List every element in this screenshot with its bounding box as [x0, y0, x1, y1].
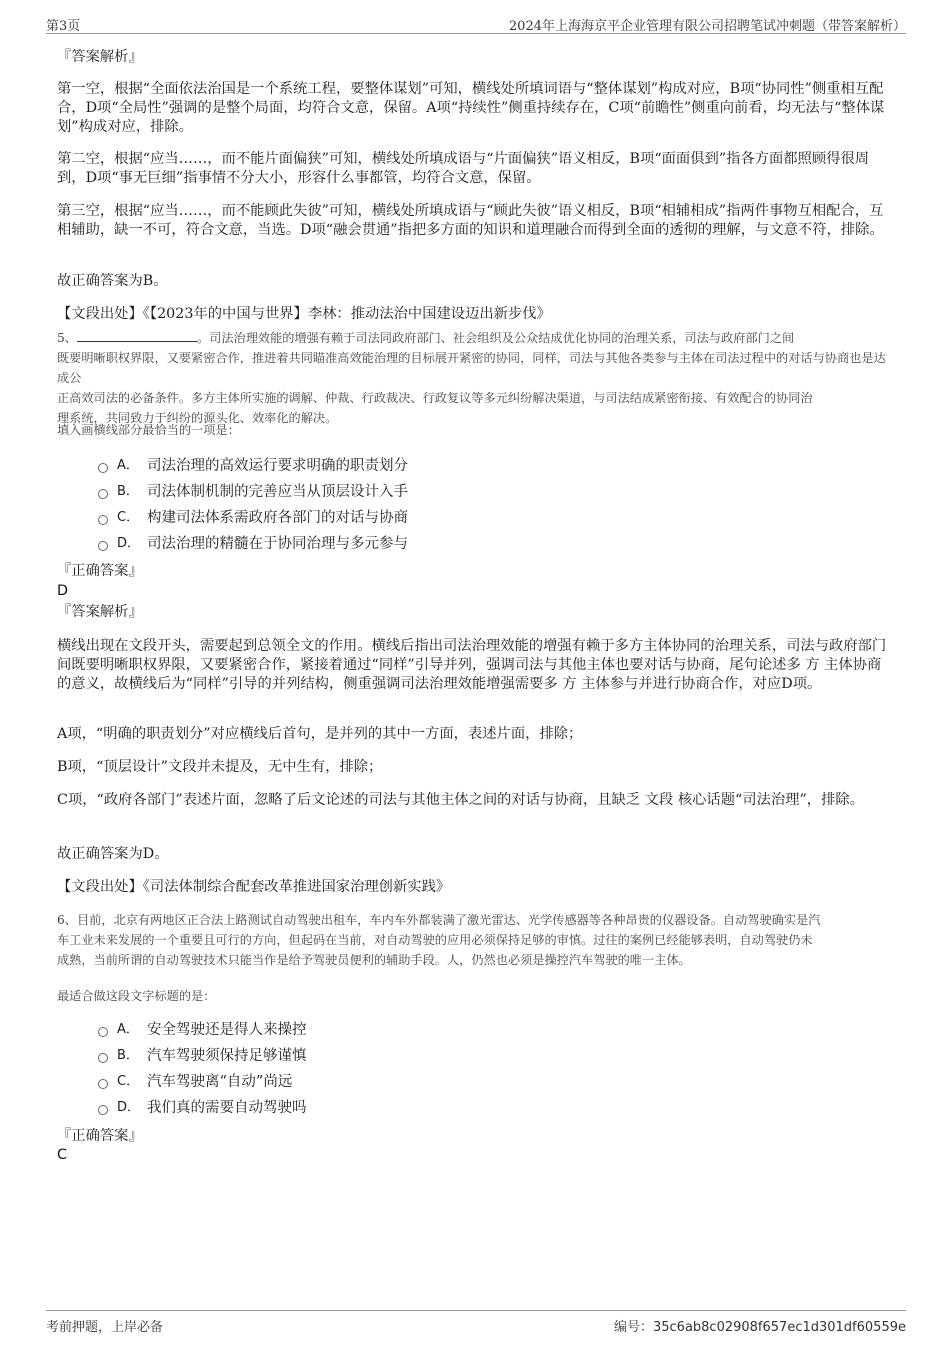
correct-answer-label: 『正确答案』 — [57, 563, 143, 579]
radio-icon[interactable] — [98, 515, 108, 525]
analysis-conclusion: 故正确答案为B。 — [57, 273, 168, 289]
analysis-paragraph-1: 横线出现在文段开头，需要起到总领全文的作用。横线后指出司法治理效能的增强有赖于多方主体协同的治理关系，司法与政府部门间既要明晰职权界限，又要紧密合作，紧接着通过“同样”引导并列，强调司法与其他主体也要对话与协商，尾句论述多 方 主体协商的意义，故横线后为“同样”引导的并列结构，侧重强调司法治理效能增强需要多 方 主体参与并进行协商合作，对应D项。 — [57, 638, 887, 692]
stem-line-2: 车工业未来发展的一个重要且可行的方向，但起码在当前，对自动驾驶的应用必须保持足够的审慎。过往的案例已经能够表明，自动驾驶仍未 — [57, 933, 813, 947]
option-text: 司法治理的高效运行要求明确的职责划分 — [147, 458, 408, 474]
analysis-label: 『答案解析』 — [57, 604, 143, 620]
option-d[interactable]: D． 司法治理的精髓在于协同治理与多元参与 — [98, 534, 408, 554]
document-title: 2024年上海海京平企业管理有限公司招聘笔试冲刺题（带答案解析） — [508, 19, 906, 34]
radio-icon[interactable] — [98, 489, 108, 499]
stem-line-3: 正高效司法的必备条件。多方主体所实施的调解、仲裁、行政裁决、行政复议等多元纠纷解决渠道，与司法结成紧密衔接、有效配合的协同治 — [57, 391, 813, 405]
correct-answer: D — [57, 583, 69, 599]
page-footer — [46, 1310, 906, 1334]
radio-icon[interactable] — [98, 1105, 108, 1115]
analysis-paragraph-2: A项，“明确的职责划分”对应横线后首句，是并列的其中一方面，表述片面，排除； — [57, 726, 583, 742]
question-5-prompt: 填入画横线部分最恰当的一项是： — [57, 423, 240, 437]
correct-answer: C — [57, 1147, 67, 1163]
question-number: 5、 — [57, 331, 77, 345]
source-citation: 【文段出处】《【2023年的中国与世界】李林：推动法治中国建设迈出新步伐》 — [57, 306, 551, 322]
radio-icon[interactable] — [98, 1079, 108, 1089]
analysis-paragraph-3: B项，“顶层设计”文段并未提及，无中生有，排除； — [57, 759, 383, 775]
correct-answer-label: 『正确答案』 — [57, 1128, 143, 1144]
option-text: 汽车驾驶须保持足够谨慎 — [147, 1048, 307, 1064]
source-citation: 【文段出处】《司法体制综合配套改革推进国家治理创新实践》 — [57, 879, 451, 895]
analysis-conclusion: 故正确答案为D。 — [57, 846, 169, 862]
analysis-paragraph-1: 第一空，根据“全面依法治国是一个系统工程，要整体谋划”可知，横线处所填词语与“整体谋划”构成对应，B项“协同性”侧重相互配合，D项“全局性”强调的是整个局面，均符合文意，保留。A项“持续性”侧重持续存在，C项“前瞻性”侧重向前看，均无法与“整体谋划”构成对应，排除。 — [57, 81, 885, 135]
analysis-paragraph-4: C项，“政府各部门”表述片面，忽略了后文论述的司法与其他主体之间的对话与协商，且缺乏 文段 核心话题“司法治理”，排除。 — [57, 792, 864, 808]
option-b[interactable]: B． 汽车驾驶须保持足够谨慎 — [98, 1046, 307, 1066]
option-text: 司法体制机制的完善应当从顶层设计入手 — [147, 484, 408, 500]
stem-line-4: 理系统，共同致力于纠纷的源头化、效率化的解决。 — [57, 411, 338, 425]
stem-line-3: 成熟，当前所谓的自动驾驶技术只能当作是给予驾驶员便利的辅助手段。人，仍然也必须是操控汽车驾驶的唯一主体。 — [57, 953, 691, 967]
fill-blank — [77, 330, 197, 342]
document-code — [614, 1316, 906, 1335]
radio-icon[interactable] — [98, 463, 108, 473]
option-a[interactable]: A． 安全驾驶还是得人来操控 — [98, 1020, 307, 1040]
page-header — [46, 12, 906, 34]
option-text: 汽车驾驶离“自动”尚远 — [147, 1074, 293, 1090]
question-6-stem — [57, 910, 897, 970]
option-a[interactable]: A． 司法治理的高效运行要求明确的职责划分 — [98, 456, 408, 476]
question-6-prompt: 最适合做这段文字标题的是： — [57, 989, 216, 1003]
radio-icon[interactable] — [98, 1053, 108, 1063]
analysis-paragraph-2: 第二空，根据“应当……，而不能片面偏狭”可知，横线处所填成语与“片面偏狭”语义相反，B项“面面俱到”指各方面都照顾得很周到，D项“事无巨细”指事情不分大小，形容什么事都管，均符合文意，保留。 — [57, 151, 870, 186]
option-b[interactable]: B． 司法体制机制的完善应当从顶层设计入手 — [98, 482, 408, 502]
question-5-stem — [57, 328, 897, 428]
radio-icon[interactable] — [98, 541, 108, 551]
footer-slogan: 考前押题，上岸必备 — [46, 1320, 164, 1335]
option-text: 安全驾驶还是得人来操控 — [147, 1022, 307, 1038]
analysis-label: 『答案解析』 — [57, 49, 143, 65]
radio-icon[interactable] — [98, 1027, 108, 1037]
stem-line-2: 既要明晰职权界限，又要紧密合作，推进着共同瞄准高效能治理的目标展开紧密的协同，同样，司法与其他各类参与主体在司法过程中的对话与协商也是达成公 — [57, 351, 886, 385]
page-number: 第3页 — [46, 19, 81, 34]
stem-line-1: 6、目前，北京有两地区正合法上路测试自动驾驶出租车，车内车外都装满了激光雷达、光学传感器等各种昂贵的仪器设备。自动驾驶确实是汽 — [57, 913, 821, 927]
option-text: 我们真的需要自动驾驶吗 — [147, 1100, 307, 1116]
option-text: 构建司法体系需政府各部门的对话与协商 — [147, 510, 408, 526]
option-c[interactable]: C． 构建司法体系需政府各部门的对话与协商 — [98, 508, 408, 528]
stem-line-1: 。司法治理效能的增强有赖于司法同政府部门、社会组织及公众结成优化协同的治理关系，司法与政府部门之间 — [196, 331, 795, 345]
analysis-paragraph-3: 第三空，根据“应当……，而不能顾此失彼”可知，横线处所填成语与“顾此失彼”语义相反，B项“相辅相成”指两件事物互相配合，互相辅助，缺一不可，符合文意，当选。D项“融会贯通”指把多方面的知识和道理融合而得到全面的透彻的理解，与文意不符，排除。 — [57, 203, 884, 238]
option-text: 司法治理的精髓在于协同治理与多元参与 — [147, 536, 408, 552]
code-value: 35c6ab8c02908f657ec1d301df60559e — [652, 1320, 906, 1335]
option-d[interactable]: D． 我们真的需要自动驾驶吗 — [98, 1098, 307, 1118]
code-label: 编号： — [613, 1320, 653, 1335]
option-c[interactable]: C． 汽车驾驶离“自动”尚远 — [98, 1072, 292, 1092]
